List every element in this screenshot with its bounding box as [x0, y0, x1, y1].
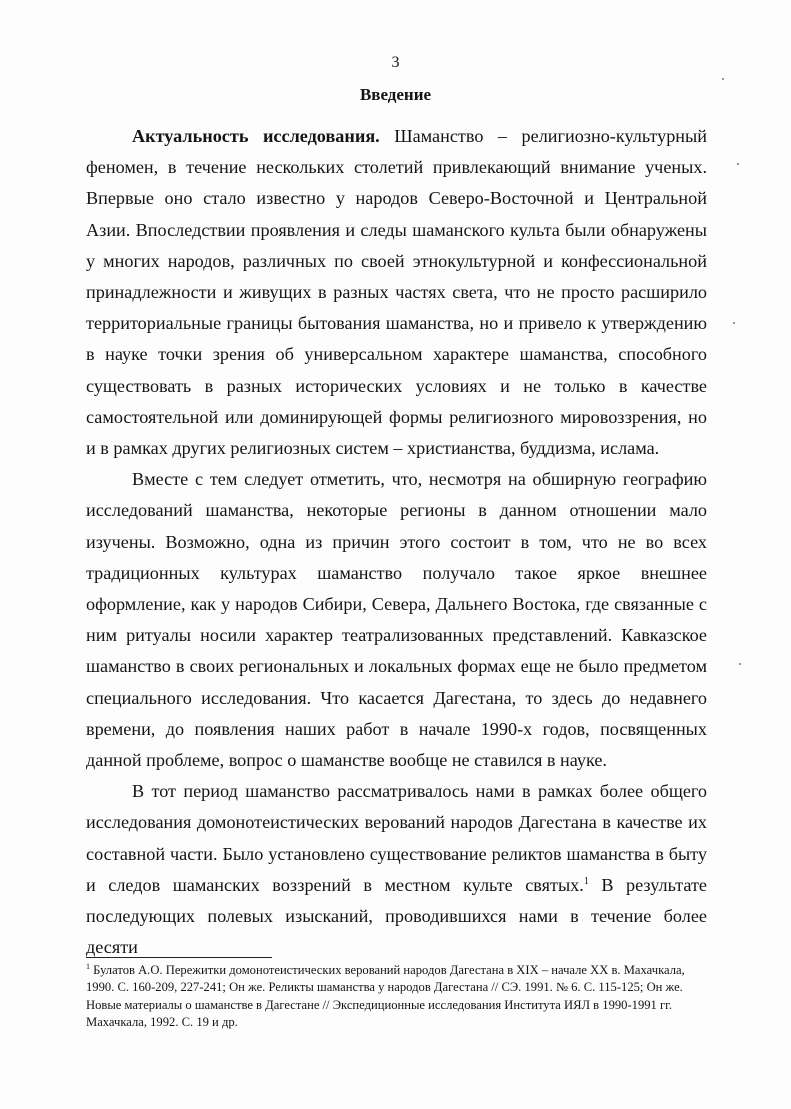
footnote-marker: 1 — [86, 962, 90, 971]
paragraph-3-text-before: В тот период шаманство рассматривалось нами в рамках более общего исследования домонотеистических верований народов Дагестана в качестве их составной части. Было установлено существование реликтов шаманства в быту и следов шаманских воззрений в местном культе святых. — [86, 781, 707, 895]
page-number: 3 — [391, 54, 400, 71]
body-text — [86, 121, 707, 963]
paragraph-1-lead: Актуальность исследования. — [132, 126, 380, 146]
scan-speck — [733, 322, 735, 324]
footnote-text: Булатов А.О. Пережитки домонотеистических верований народов Дагестана в XIX – начале XX в. Махачкала, 1990. С. 160-209, 227-241; Он же. Реликты шаманства у народов Дагестана // СЭ. 1991. № 6. С. 115-125; Он же. Новые материалы о шаманстве в Дагестане // Экспедиционные исследования Института ИЯЛ в 1990-1991 гг. Махачкала, 1992. С. 19 и др. — [86, 963, 685, 1030]
section-heading: Введение — [359, 85, 432, 104]
paragraph-3 — [86, 776, 707, 963]
scan-speck — [737, 163, 739, 165]
scan-speck — [739, 663, 741, 665]
paragraph-2: Вместе с тем следует отметить, что, несмотря на обширную географию исследований шаманства, некоторые регионы в данном отношении мало изучены. Возможно, одна из причин этого состоит в том, что не во всех традиционных культурах шаманство получало такое яркое внешнее оформление, как у народов Сибири, Севера, Дальнего Востока, где связанные с ним ритуалы носили характер театрализованных представлений. Кавказское шаманство в своих региональных и локальных формах еще не было предметом специального исследования. Что касается Дагестана, то здесь до недавнего времени, до появления наших работ в начале 1990-х годов, посвященных данной проблеме, вопрос о шаманстве вообще не ставился в науке. — [86, 469, 707, 771]
footnote-divider — [86, 957, 272, 958]
paragraph-1 — [86, 121, 707, 464]
footnote — [86, 962, 710, 1032]
footnote-reference: 1 — [583, 875, 589, 887]
scan-speck — [722, 78, 724, 80]
paragraph-1-text: Шаманство – религиозно-культурный феномен, в течение нескольких столетий привлекающий внимание ученых. Впервые оно стало известно у народов Северо-Восточной и Центральной Азии. Впоследствии проявления и следы шаманского культа были обнаружены у многих народов, различных по своей этнокультурной и конфессиональной принадлежности и живущих в разных частях света, что не просто расширило территориальные границы бытования шаманства, но и привело к утверждению в науке точки зрения об универсальном характере шаманства, способного существовать в разных исторических условиях и не только в качестве самостоятельной или доминирующей формы религиозного мировоззрения, но и в рамках других религиозных систем – христианства, буддизма, ислама. — [86, 126, 707, 459]
paragraph-3-text-after: В результате последующих полевых изысканий, проводившихся нами в течение более десяти — [86, 874, 707, 958]
